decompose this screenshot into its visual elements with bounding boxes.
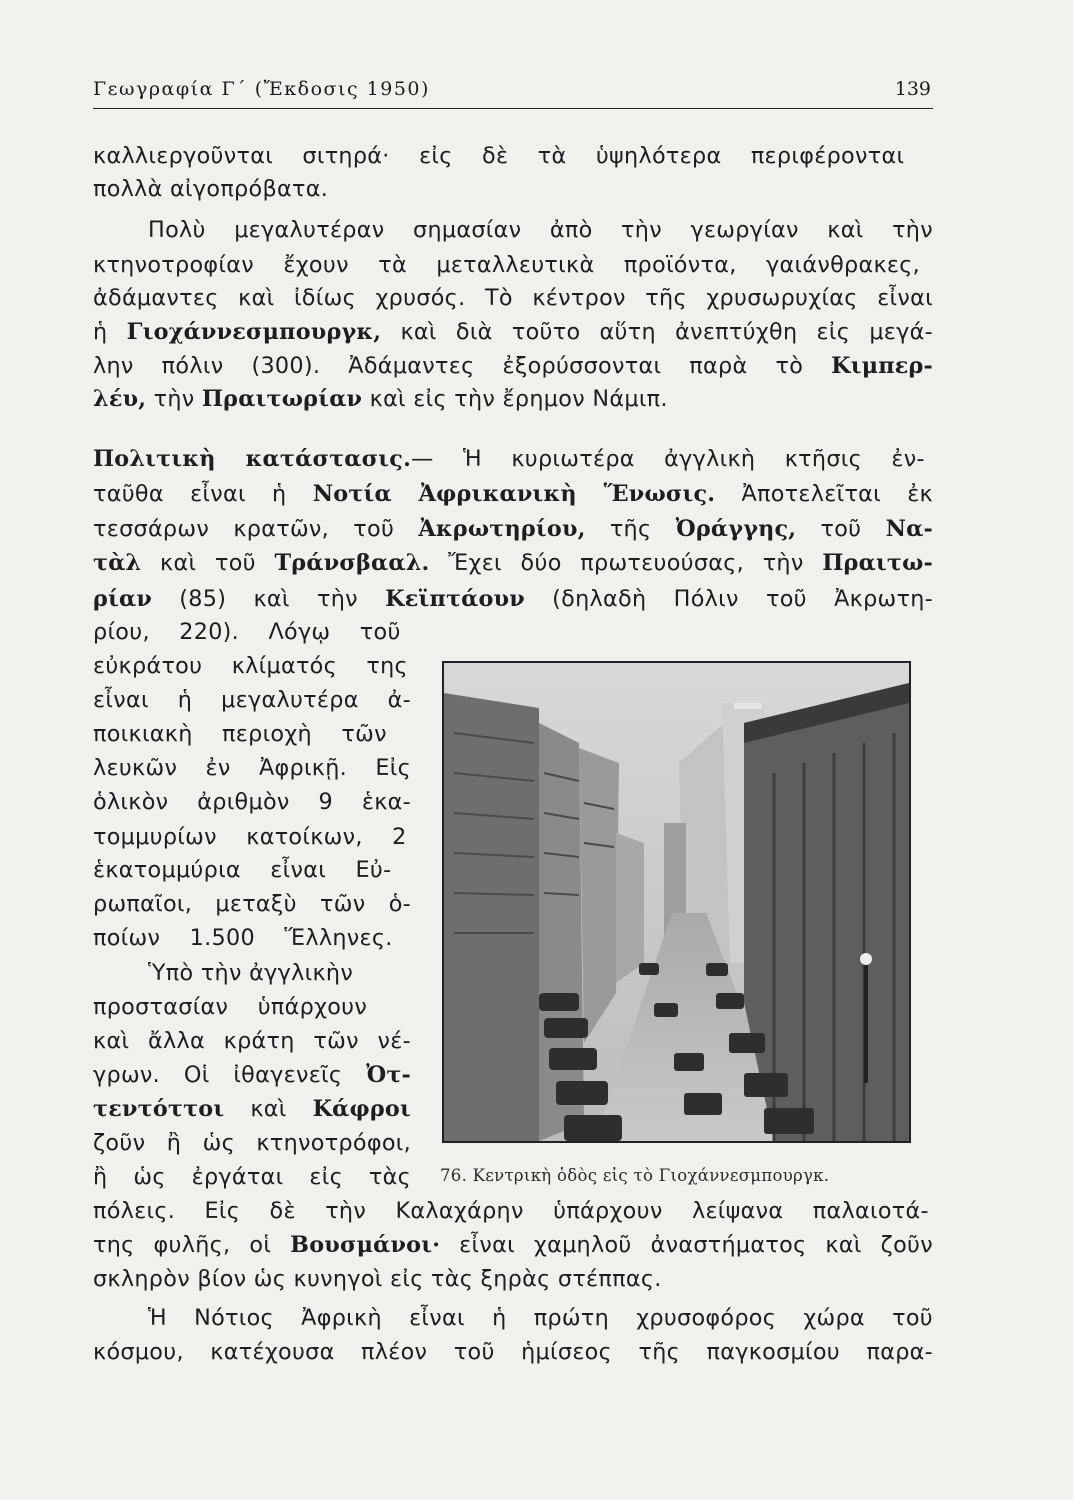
text-line bbox=[93, 1228, 933, 1262]
text-line bbox=[93, 315, 933, 349]
text-line bbox=[93, 1262, 662, 1296]
text-run: ἀδάμαντες καὶ ἰδίως χρυσός. Τὸ κέντρον τῆς χρυσωρυχίας εἶναι bbox=[93, 285, 933, 311]
text-line bbox=[93, 512, 933, 546]
text-line bbox=[93, 717, 387, 751]
text-run: κόσμου, κατέχουσα πλέον τοῦ ἡμίσεος τῆς παγκοσμίου παρα- bbox=[93, 1339, 933, 1365]
text-line bbox=[93, 582, 933, 616]
bold-term: Ὀτ- bbox=[366, 1062, 411, 1088]
text-line bbox=[93, 1024, 411, 1058]
text-line bbox=[93, 139, 904, 173]
text-run: της φυλῆς, οἱ bbox=[93, 1232, 291, 1258]
text-line bbox=[93, 1092, 411, 1126]
text-line bbox=[93, 442, 925, 476]
text-run: σκληρὸν βίον ὡς κυνηγοὶ εἰς τὰς ξηρὰς στέππας. bbox=[93, 1266, 662, 1292]
bold-term: λέυ, bbox=[93, 386, 147, 412]
running-title: Γεωγραφία Γ΄ (Ἔκδοσις 1950) bbox=[93, 78, 430, 100]
text-run: ἢ ὡς ἐργάται εἰς τὰς bbox=[93, 1164, 411, 1190]
text-run: Ἔχει δύο πρωτευούσας, τὴν bbox=[429, 550, 823, 576]
text-line bbox=[93, 683, 411, 717]
text-run: ὁλικὸν ἀριθμὸν 9 ἑκα- bbox=[93, 789, 411, 815]
text-line bbox=[93, 853, 391, 887]
bold-term: τεντόττοι bbox=[93, 1096, 225, 1122]
text-run: καὶ bbox=[224, 1096, 313, 1122]
text-line bbox=[93, 172, 328, 206]
text-run: εὐκράτου κλίματός της bbox=[93, 653, 408, 679]
text-line bbox=[93, 1160, 411, 1194]
text-line bbox=[93, 649, 408, 683]
text-run: καὶ ἄλλα κράτη τῶν νέ- bbox=[93, 1028, 411, 1054]
bold-term: ρίαν bbox=[93, 586, 153, 612]
text-line bbox=[93, 751, 411, 785]
text-run: ἑκατομμύρια εἶναι Εὐ- bbox=[93, 857, 392, 883]
text-run: τὴν bbox=[146, 386, 202, 412]
text-run: ποίων 1.500 Ἕλληνες. bbox=[93, 925, 393, 951]
text-line bbox=[93, 382, 668, 416]
text-run: καὶ τοῦ bbox=[141, 550, 275, 576]
bold-term: τὰλ bbox=[93, 550, 142, 576]
text-line bbox=[148, 956, 353, 990]
text-line bbox=[93, 1194, 929, 1228]
running-header bbox=[93, 74, 933, 109]
text-run: πολλὰ αἰγοπρόβατα. bbox=[93, 176, 329, 202]
text-run: εἶναι ἡ μεγαλυτέρα ἀ- bbox=[93, 687, 411, 713]
text-run: κτηνοτροφίαν ἔχουν τὰ μεταλλευτικὰ προϊόντα, γαιάνθρακες, bbox=[93, 252, 921, 278]
text-run: λευκῶν ἐν Ἀφρικῇ. Εἰς bbox=[93, 755, 411, 781]
bold-term: Ὀράγγης, bbox=[675, 516, 797, 542]
text-run: Πολὺ μεγαλυτέραν σημασίαν ἀπὸ τὴν γεωργίαν καὶ τὴν bbox=[148, 217, 933, 243]
text-line bbox=[93, 785, 411, 819]
text-line bbox=[93, 1126, 411, 1160]
text-line bbox=[93, 281, 933, 315]
text-run: ποικιακὴ περιοχὴ τῶν bbox=[93, 721, 387, 747]
text-run: τομμυρίων κατοίκων, 2 bbox=[93, 824, 407, 850]
text-line bbox=[93, 990, 367, 1024]
bold-term: Πολιτικὴ κατάστασις. bbox=[93, 446, 412, 472]
text-line bbox=[93, 477, 933, 511]
text-line bbox=[93, 1335, 933, 1369]
text-line bbox=[148, 1301, 933, 1335]
text-run: ἡ bbox=[93, 319, 127, 345]
text-run: καὶ διὰ τοῦτο αὕτη ἀνεπτύχθη εἰς μεγά- bbox=[381, 319, 933, 345]
text-line bbox=[93, 921, 393, 955]
text-line bbox=[93, 349, 933, 383]
bold-term: Βουσμάνοι· bbox=[290, 1232, 441, 1258]
text-run: εἶναι χαμηλοῦ ἀναστήματος καὶ ζοῦν bbox=[440, 1232, 934, 1258]
bold-term: Κιμπερ- bbox=[831, 353, 933, 379]
text-run: (85) καὶ τὴν bbox=[152, 586, 386, 612]
text-run: τῆς bbox=[585, 516, 676, 542]
figure-caption: 76. Κεντρικὴ ὁδὸς εἰς τὸ Γιοχάννεσμπουργκ. bbox=[440, 1166, 830, 1185]
text-run: καὶ εἰς τὴν ἔρημον Νάμιπ. bbox=[362, 386, 668, 412]
text-run: προστασίαν ὑπάρχουν bbox=[93, 994, 368, 1020]
text-run: ρωπαῖοι, μεταξὺ τῶν ὁ- bbox=[93, 891, 411, 917]
bold-term: Νοτία Ἀφρικανικὴ Ἕνωσις. bbox=[312, 481, 716, 507]
bold-term: Πραιτω- bbox=[822, 550, 933, 576]
text-run: ρίου, 220). Λόγῳ τοῦ bbox=[93, 619, 401, 645]
text-line bbox=[93, 248, 920, 282]
bold-term: Κάφροι bbox=[312, 1096, 411, 1122]
text-line bbox=[93, 820, 407, 854]
text-run: τεσσάρων κρατῶν, τοῦ bbox=[93, 516, 419, 542]
street-photograph bbox=[442, 661, 911, 1143]
page-number: 139 bbox=[894, 78, 931, 100]
text-run: — Ἡ κυριωτέρα ἀγγλικὴ κτῆσις ἐν- bbox=[411, 446, 925, 472]
text-run: γρων. Οἱ ἰθαγενεῖς bbox=[93, 1062, 367, 1088]
bold-term: Κεϊπτάουν bbox=[385, 586, 525, 612]
text-run: Ὑπὸ τὴν ἀγγλικὴν bbox=[148, 960, 354, 986]
text-run: Ἡ Νότιος Ἀφρικὴ εἶναι ἡ πρώτη χρυσοφόρος χώρα τοῦ bbox=[148, 1305, 933, 1331]
text-line bbox=[93, 887, 411, 921]
bold-term: Ἀκρωτηρίου, bbox=[418, 516, 586, 542]
text-line bbox=[93, 1058, 411, 1092]
text-run: καλλιεργοῦνται σιτηρά· εἰς δὲ τὰ ὑψηλότερα περιφέρονται bbox=[93, 143, 905, 169]
text-line bbox=[93, 546, 933, 580]
text-run: τοῦ bbox=[796, 516, 886, 542]
text-run: ταῦθα εἶναι ἡ bbox=[93, 481, 313, 507]
text-line bbox=[148, 213, 933, 247]
text-run: πόλεις. Εἰς δὲ τὴν Καλαχάρην ὑπάρχουν λείψανα παλαιοτά- bbox=[93, 1198, 929, 1224]
text-run: (δηλαδὴ Πόλιν τοῦ Ἀκρωτη- bbox=[524, 586, 933, 612]
text-run: λην πόλιν (300). Ἀδάμαντες ἐξορύσσονται παρὰ τὸ bbox=[93, 353, 832, 379]
text-line bbox=[93, 615, 401, 649]
text-run: Ἀποτελεῖται ἐκ bbox=[715, 481, 933, 507]
bold-term: Γιοχάννεσμπουργκ, bbox=[126, 319, 382, 345]
text-run: ζοῦν ἢ ὡς κτηνοτρόφοι, bbox=[93, 1130, 411, 1156]
bold-term: Να- bbox=[885, 516, 933, 542]
bold-term: Πραιτωρίαν bbox=[201, 386, 363, 412]
bold-term: Τράνσβααλ. bbox=[274, 550, 430, 576]
